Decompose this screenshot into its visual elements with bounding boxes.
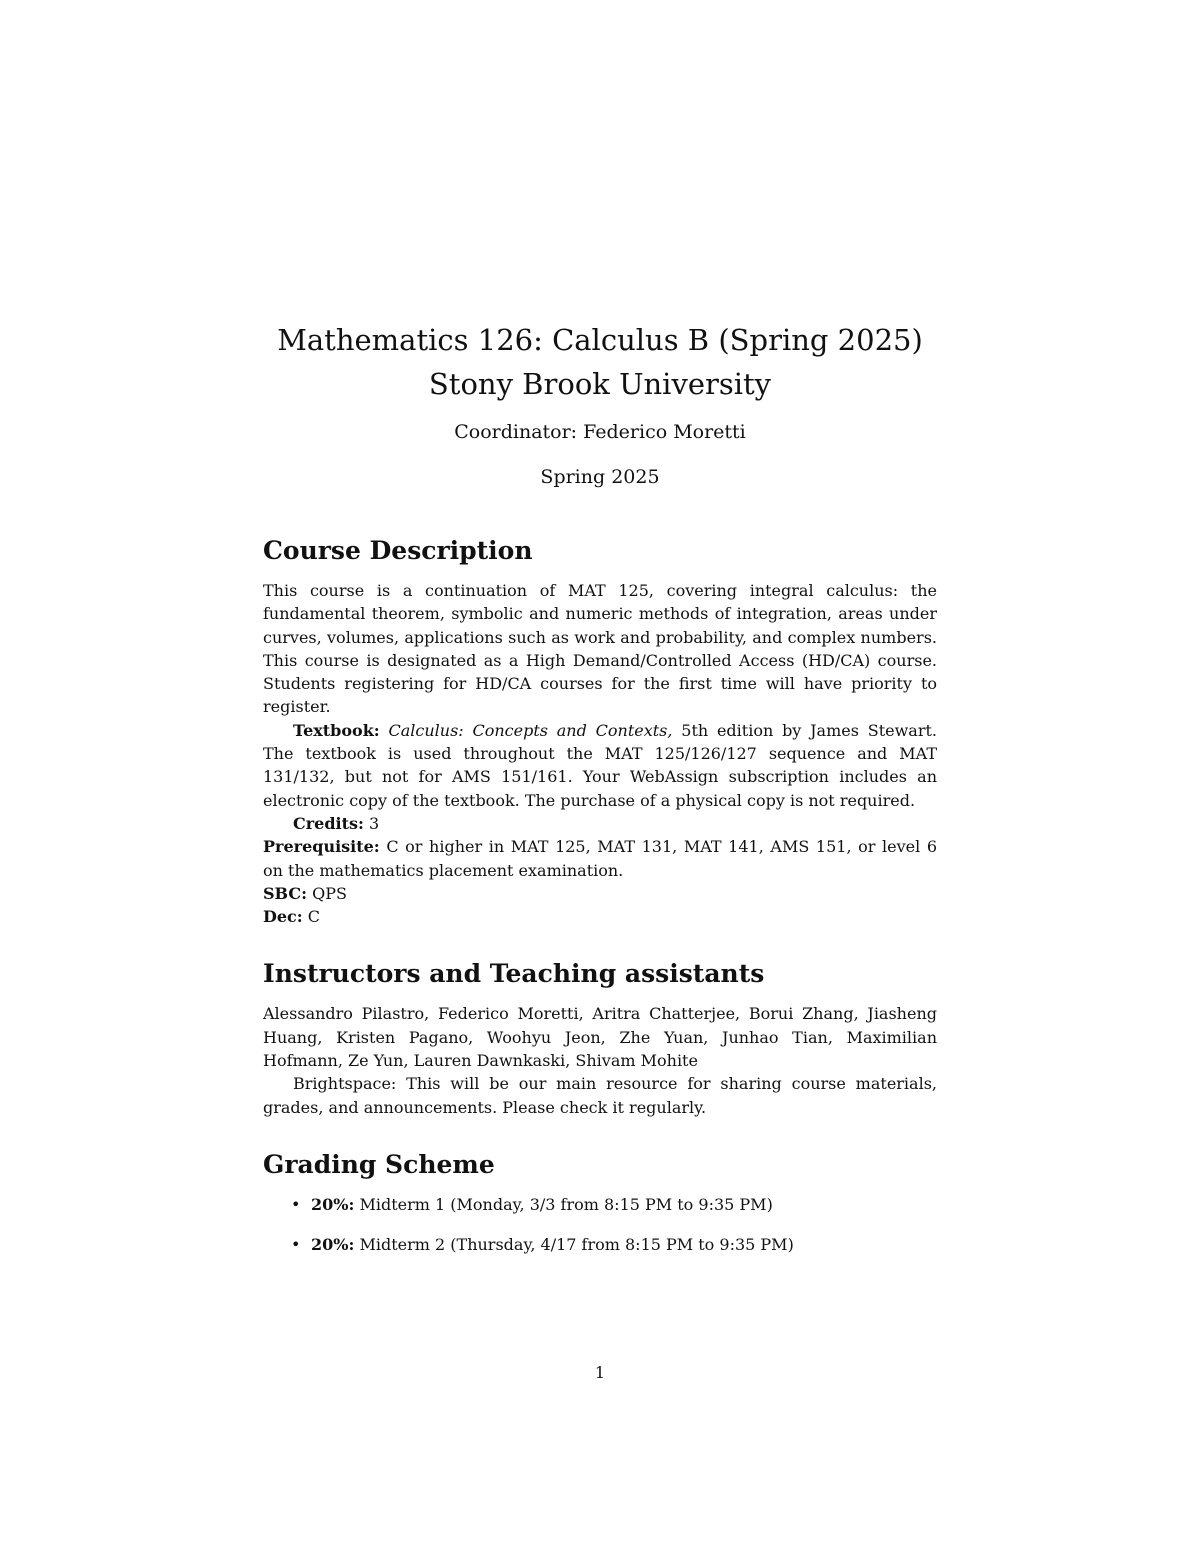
grading-list xyxy=(263,1193,937,1256)
credits-line xyxy=(263,812,937,835)
bullet-icon: • xyxy=(291,1234,301,1254)
course-description-paragraph: This course is a continuation of MAT 125, covering integral calculus: the fundamental theorem, symbolic and numeric methods of integration, areas under curves, volumes, applications such as work and probability, and complex numbers. This course is designated as a High Demand/Controlled Access (HD/CA) course. Students registering for HD/CA courses for the first time will have priority to register. xyxy=(263,581,937,717)
section-course-description xyxy=(263,535,937,928)
heading-grading: Grading Scheme xyxy=(263,1149,495,1179)
bullet-icon: • xyxy=(291,1194,301,1214)
grading-weight: 20%: xyxy=(311,1194,355,1214)
credits-value: 3 xyxy=(363,813,380,833)
sbc-value: QPS xyxy=(307,883,347,903)
dec-value: C xyxy=(302,907,321,927)
title-course: Mathematics 126: Calculus B (Spring 2025) xyxy=(277,323,923,357)
date-line: Spring 2025 xyxy=(540,466,660,488)
section-grading xyxy=(263,1149,937,1256)
textbook-label: Textbook: xyxy=(293,720,380,740)
textbook-title: Calculus: Concepts and Contexts, xyxy=(388,720,673,740)
brightspace-paragraph: Brightspace: This will be our main resource for sharing course materials, grades, and announcements. Please check it regularly. xyxy=(263,1074,937,1117)
instructor-names: Alessandro Pilastro, Federico Moretti, Aritra Chatterjee, Borui Zhang, Jiasheng Huang, Kristen Pagano, Woohyu Jeon, Zhe Yuan, Junhao Tian, Maximilian Hofmann, Ze Yun, Lauren Dawnkaski, Shivam Mohite xyxy=(263,1004,937,1071)
dec-line xyxy=(263,905,937,928)
credits-label: Credits: xyxy=(293,813,364,833)
grading-text: Midterm 2 (Thursday, 4/17 from 8:15 PM to 9:35 PM) xyxy=(354,1234,794,1254)
heading-instructors: Instructors and Teaching assistants xyxy=(263,959,765,989)
textbook-paragraph xyxy=(263,719,937,812)
section-instructors xyxy=(263,958,937,1118)
page-number: 1 xyxy=(594,1363,606,1382)
grading-text: Midterm 1 (Monday, 3/3 from 8:15 PM to 9:35 PM) xyxy=(354,1194,773,1214)
sbc-line xyxy=(263,882,937,905)
textbook-details: 5th edition by James Stewart. The textbook is used throughout the MAT 125/126/127 sequence and MAT 131/132, but not for AMS 151/161. Your WebAssign subscription includes an electronic copy of the textbook. The purchase of a physical copy is not required. xyxy=(263,720,937,810)
dec-label: Dec: xyxy=(263,907,303,927)
heading-course-description: Course Description xyxy=(263,536,533,565)
prerequisite-line xyxy=(263,835,937,882)
title-university: Stony Brook University xyxy=(428,367,772,401)
page-content xyxy=(263,318,937,1286)
prerequisite-label: Prerequisite: xyxy=(263,837,380,857)
grading-weight: 20%: xyxy=(311,1234,355,1254)
prerequisite-value: C or higher in MAT 125, MAT 131, MAT 141, AMS 151, or level 6 on the mathematics placement examination. xyxy=(263,837,937,880)
grading-item xyxy=(291,1233,937,1256)
document-title xyxy=(263,318,937,406)
grading-item xyxy=(291,1193,937,1216)
coordinator-line: Coordinator: Federico Moretti xyxy=(454,421,746,443)
sbc-label: SBC: xyxy=(263,883,308,903)
